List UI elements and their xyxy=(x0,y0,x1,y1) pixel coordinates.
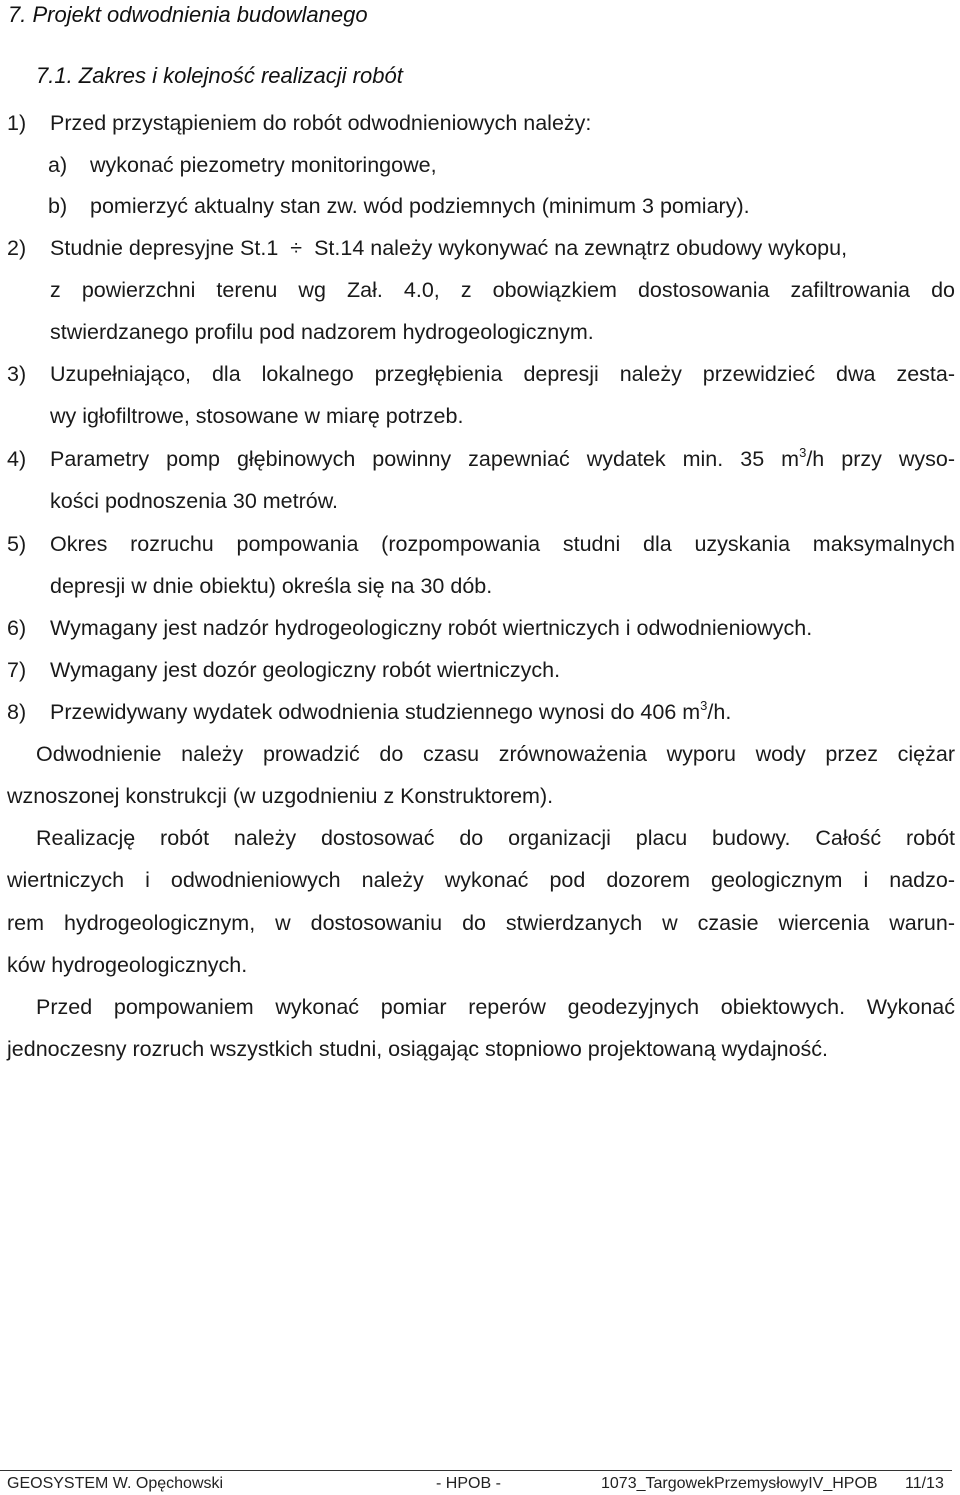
text-fragment: Studnie depresyjne St.1 xyxy=(50,236,279,260)
list-item-text: Uzupełniająco, dla lokalnego przegłębienia depresji należy przewidzieć dwa zesta- xyxy=(50,362,955,386)
paragraph-line: ków hydrogeologicznych. xyxy=(7,953,248,977)
section-heading: 7. Projekt odwodnienia budowlanego xyxy=(8,2,368,27)
text-fragment: St.14 należy wykonywać na zewnątrz obudowy wykopu, xyxy=(314,236,848,260)
footer-company: GEOSYSTEM W. Opęchowski xyxy=(7,1475,224,1492)
text-fragment: /h. xyxy=(707,700,732,724)
list-item-number: 5) xyxy=(7,532,27,556)
footer-code: - HPOB - xyxy=(436,1475,501,1492)
superscript: 3 xyxy=(700,697,708,713)
sublist-item-number: a) xyxy=(48,153,68,177)
sublist-item-number: b) xyxy=(48,194,68,218)
text-fragment: /h przy wyso- xyxy=(806,447,956,471)
list-item-text: Wymagany jest dozór geologiczny robót wiertniczych. xyxy=(50,658,561,682)
footer-rule xyxy=(0,1470,952,1471)
list-item-number: 4) xyxy=(7,447,27,471)
text-fragment: Parametry pomp głębinowych powinny zapewniać wydatek min. 35 m xyxy=(50,447,800,471)
list-item-number: 7) xyxy=(7,658,27,682)
paragraph-line: Odwodnienie należy prowadzić do czasu zrównoważenia wyporu wody przez ciężar xyxy=(36,742,955,766)
list-item-text: Wymagany jest nadzór hydrogeologiczny robót wiertniczych i odwodnieniowych. xyxy=(50,616,813,640)
sublist-item-text: wykonać piezometry monitoringowe, xyxy=(90,153,437,177)
paragraph-line: wznoszonej konstrukcji (w uzgodnieniu z Konstruktorem). xyxy=(7,784,554,808)
list-item-text xyxy=(50,697,732,725)
list-item-text xyxy=(50,236,847,261)
list-item-text: wy igłofiltrowe, stosowane w miarę potrzeb. xyxy=(50,404,464,428)
paragraph-line: rem hydrogeologicznym, w dostosowaniu do stwierdzanych w czasie wiercenia warun- xyxy=(7,911,955,935)
list-item-text xyxy=(50,444,956,472)
list-item-text: stwierdzanego profilu pod nadzorem hydrogeologicznym. xyxy=(50,320,594,344)
division-sign: ÷ xyxy=(290,236,303,260)
list-item-number: 1) xyxy=(7,111,27,135)
list-item-number: 3) xyxy=(7,362,27,386)
text-fragment: Przewidywany wydatek odwodnienia studziennego wynosi do 406 m xyxy=(50,700,701,724)
list-item-text: kości podnoszenia 30 metrów. xyxy=(50,489,339,513)
paragraph-line: jednoczesny rozruch wszystkich studni, osiągając stopniowo projektowaną wydajność. xyxy=(7,1037,828,1061)
paragraph-line: Przed pompowaniem wykonać pomiar reperów geodezyjnych obiektowych. Wykonać xyxy=(36,995,955,1019)
list-item-text: depresji w dnie obiektu) określa się na 30 dób. xyxy=(50,574,493,598)
superscript: 3 xyxy=(799,444,807,460)
list-item-number: 2) xyxy=(7,236,27,260)
subsection-heading: 7.1. Zakres i kolejność realizacji robót xyxy=(36,63,403,88)
paragraph-line: wiertniczych i odwodnieniowych należy wykonać pod dozorem geologicznym i nadzo- xyxy=(7,868,955,892)
list-item-text: Przed przystąpieniem do robót odwodnieniowych należy: xyxy=(50,111,592,135)
footer-page-number: 11/13 xyxy=(905,1475,944,1492)
paragraph-line: Realizację robót należy dostosować do organizacji placu budowy. Całość robót xyxy=(36,826,955,850)
footer-file: 1073_TargowekPrzemysłowyIV_HPOB xyxy=(601,1475,878,1492)
list-item-number: 8) xyxy=(7,700,27,724)
list-item-text: Okres rozruchu pompowania (rozpompowania studni dla uzyskania maksymalnych xyxy=(50,532,955,556)
list-item-number: 6) xyxy=(7,616,27,640)
list-item-text: z powierzchni terenu wg Zał. 4.0, z obowiązkiem dostosowania zafiltrowania do xyxy=(50,278,955,302)
sublist-item-text: pomierzyć aktualny stan zw. wód podziemnych (minimum 3 pomiary). xyxy=(90,194,750,218)
